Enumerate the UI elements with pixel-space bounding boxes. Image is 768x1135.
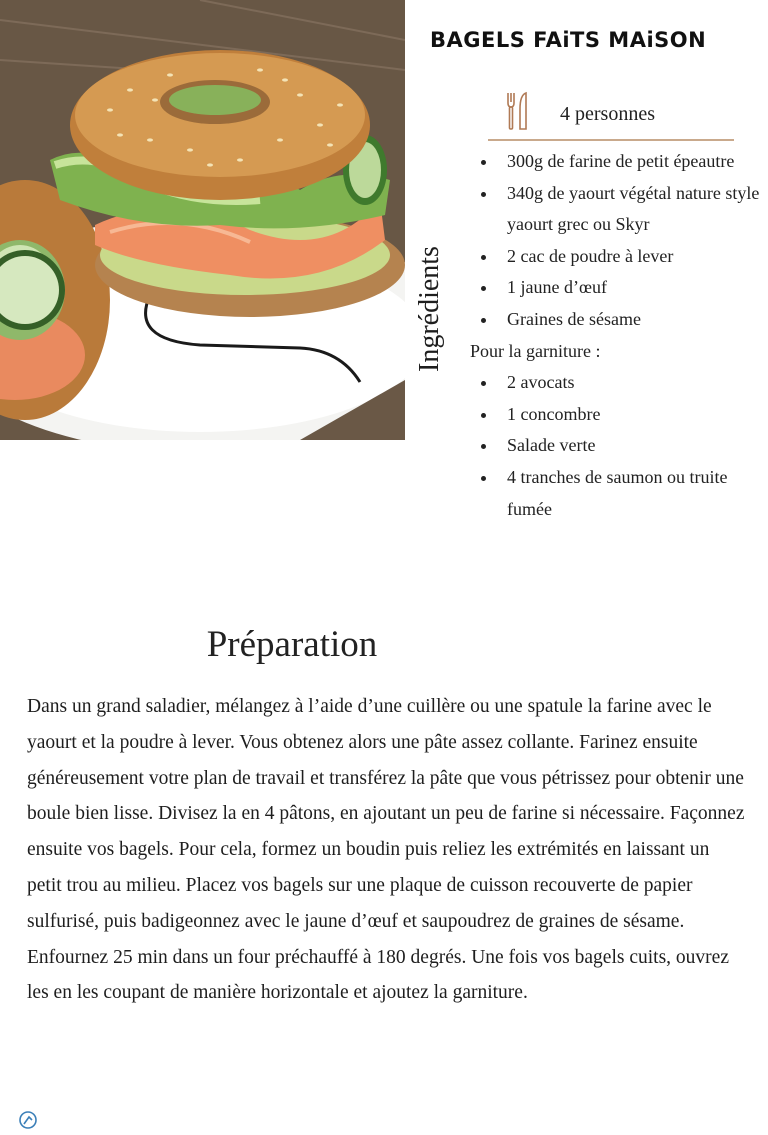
servings-divider — [488, 139, 734, 141]
bagel-illustration — [0, 0, 405, 440]
garnish-item: Salade verte — [470, 430, 760, 462]
bagel-photo — [0, 0, 405, 440]
brand-logo-icon — [18, 1110, 38, 1130]
garnish-label: Pour la garniture : — [470, 340, 601, 361]
ingredient-item: 300g de farine de petit épeautre — [470, 146, 760, 178]
fork-knife-icon — [505, 91, 529, 131]
ingredient-item: 340g de yaourt végétal nature style yaourt grec ou Skyr — [470, 178, 760, 241]
ingredient-item: 1 jaune d’œuf — [470, 272, 760, 304]
garnish-list — [470, 367, 760, 525]
recipe-title: BAGELS FAiTS MAiSON — [430, 28, 707, 52]
ingredients-list — [470, 146, 760, 336]
ingredients-heading: Ingrédients — [414, 246, 445, 372]
ingredient-item: Graines de sésame — [470, 304, 760, 336]
servings-label: 4 personnes — [560, 103, 655, 125]
ingredient-item: 2 cac de poudre à lever — [470, 241, 760, 273]
garnish-item: 2 avocats — [470, 367, 760, 399]
garnish-item: 1 concombre — [470, 399, 760, 431]
ingredients-section — [470, 146, 760, 525]
preparation-heading: Préparation — [206, 624, 378, 665]
garnish-item: 4 tranches de saumon ou truite fumée — [470, 462, 760, 525]
preparation-text: Dans un grand saladier, mélangez à l’aide d’une cuillère ou une spatule la farine avec le yaourt et la poudre à lever. Vous obtenez alors une pâte assez collante. Farinez ensuite généreusement votre plan de travail et transférez la pâte que vous pétrissez pour obtenir une boule bien lisse. Divisez la en 4 pâtons, en ajoutant un peu de farine si nécessaire. Façonnez ensuite vos bagels. Pour cela, formez un boudin puis reliez les extrémités en laissant un petit trou au milieu. Placez vos bagels sur une plaque de cuisson recouverte de papier sulfurisé, puis badigeonnez avec le jaune d’œuf et saupoudrez de graines de sésame. Enfournez 25 min dans un four préchauffé à 180 degrés. Une fois vos bagels cuits, ouvrez les en les coupant de manière horizontale et ajoutez la garniture. — [27, 696, 745, 1004]
